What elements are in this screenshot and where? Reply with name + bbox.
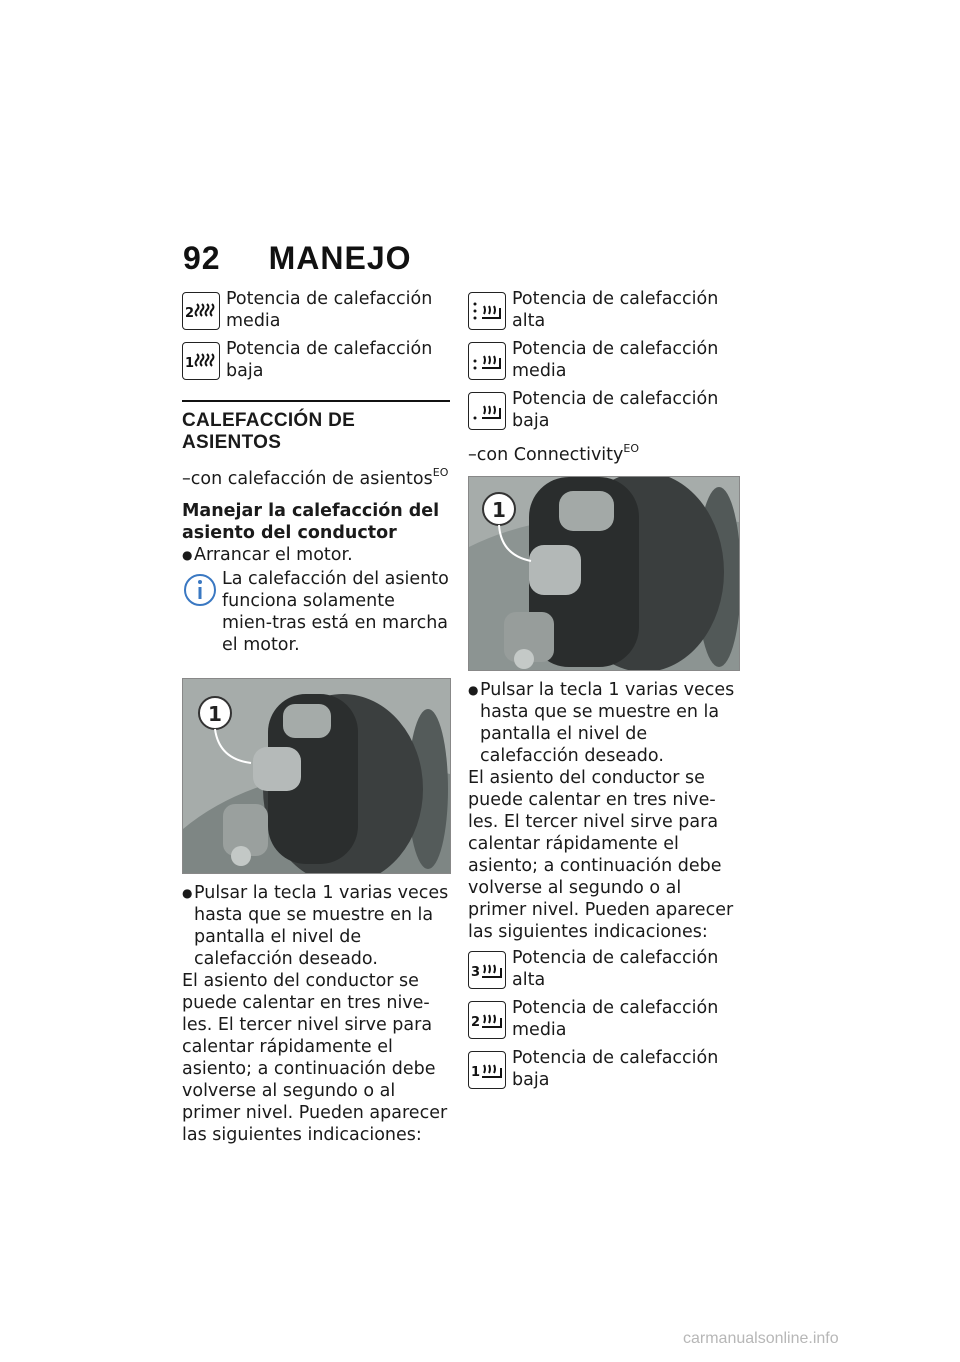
icon-label: Potencia de calefacción baja — [226, 339, 433, 381]
section-heading: CALEFACCIÓN DE ASIENTOS — [182, 410, 356, 453]
bullet-dot-icon: ● — [182, 548, 193, 562]
svg-text:1: 1 — [185, 356, 195, 371]
page-header — [183, 240, 412, 277]
bullet-item: ● Arrancar el motor. — [182, 545, 353, 565]
left-column — [182, 288, 450, 1146]
icon-label: Potencia de calefacción media — [226, 289, 433, 331]
bullet-item: ● Pulsar la tecla 1 varias veces hasta que se muestre en la pantalla el nivel de calefacción deseado. — [182, 883, 449, 969]
handlebar-switch-photo — [182, 678, 451, 874]
section-title: MANEJO — [268, 240, 412, 276]
icon-row-low — [182, 338, 450, 382]
icon-label: Potencia de calefacción baja — [512, 1048, 719, 1090]
info-icon — [182, 568, 222, 656]
bullet-dot-icon: ● — [468, 683, 479, 697]
icon-row-level-3 — [468, 947, 736, 991]
subheading: Manejar la calefacción del asiento del conductor — [182, 501, 440, 543]
seat-heat-level-2-icon — [182, 292, 220, 330]
icon-label: Potencia de calefacción media — [512, 339, 719, 381]
info-note: La calefacción del asiento funciona solamente mien-tras está en marcha el motor. — [182, 568, 450, 656]
seat-heat-level-2-icon — [468, 1001, 506, 1039]
icon-row-high — [468, 288, 736, 332]
bullet-dot-icon: ● — [182, 886, 193, 900]
icon-row-level-2 — [468, 997, 736, 1041]
icon-row-level-1 — [468, 1047, 736, 1091]
svg-text:1: 1 — [471, 1065, 481, 1080]
icon-label: Potencia de calefacción baja — [512, 389, 719, 431]
bullet-item: ● Pulsar la tecla 1 varias veces hasta que se muestre en la pantalla el nivel de calefacción deseado. — [468, 680, 735, 766]
seat-heat-high-icon — [468, 292, 506, 330]
seat-heat-level-1-icon — [182, 342, 220, 380]
svg-text:2: 2 — [185, 306, 195, 321]
paragraph: El asiento del conductor se puede calentar en tres nive-les. El tercer nivel sirve para calentar rápidamente el asiento; a continuación debe volverse al segundo o al primer nivel. Pueden aparecer las siguientes indicaciones: — [468, 768, 734, 942]
icon-label: Potencia de calefacción alta — [512, 948, 719, 990]
callout-label: 1 — [208, 702, 222, 726]
seat-heat-low-icon — [468, 392, 506, 430]
section-divider — [182, 400, 450, 402]
variant-note: –con Connectivity$^{EO}$ — [468, 442, 639, 465]
svg-text:2: 2 — [471, 1015, 481, 1030]
handlebar-switch-photo-connectivity — [468, 476, 740, 671]
icon-row-medium — [182, 288, 450, 332]
page-number: 92 — [183, 240, 221, 276]
seat-heat-level-3-icon — [468, 951, 506, 989]
seat-heat-medium-icon — [468, 342, 506, 380]
svg-text:3: 3 — [471, 965, 481, 980]
icon-label: Potencia de calefacción alta — [512, 289, 719, 331]
icon-row-low — [468, 388, 736, 432]
callout-label: 1 — [492, 498, 506, 522]
right-column — [468, 288, 736, 1097]
variant-note: –con calefacción de asientos$^{EO}$ — [182, 466, 449, 489]
paragraph: El asiento del conductor se puede calentar en tres nive-les. El tercer nivel sirve para calentar rápidamente el asiento; a continuación debe volverse al segundo o al primer nivel. Pueden aparecer las siguientes indicaciones: — [182, 971, 448, 1145]
watermark: carmanualsonline.info — [683, 1330, 839, 1347]
icon-label: Potencia de calefacción media — [512, 998, 719, 1040]
seat-heat-level-1-icon — [468, 1051, 506, 1089]
icon-row-medium — [468, 338, 736, 382]
